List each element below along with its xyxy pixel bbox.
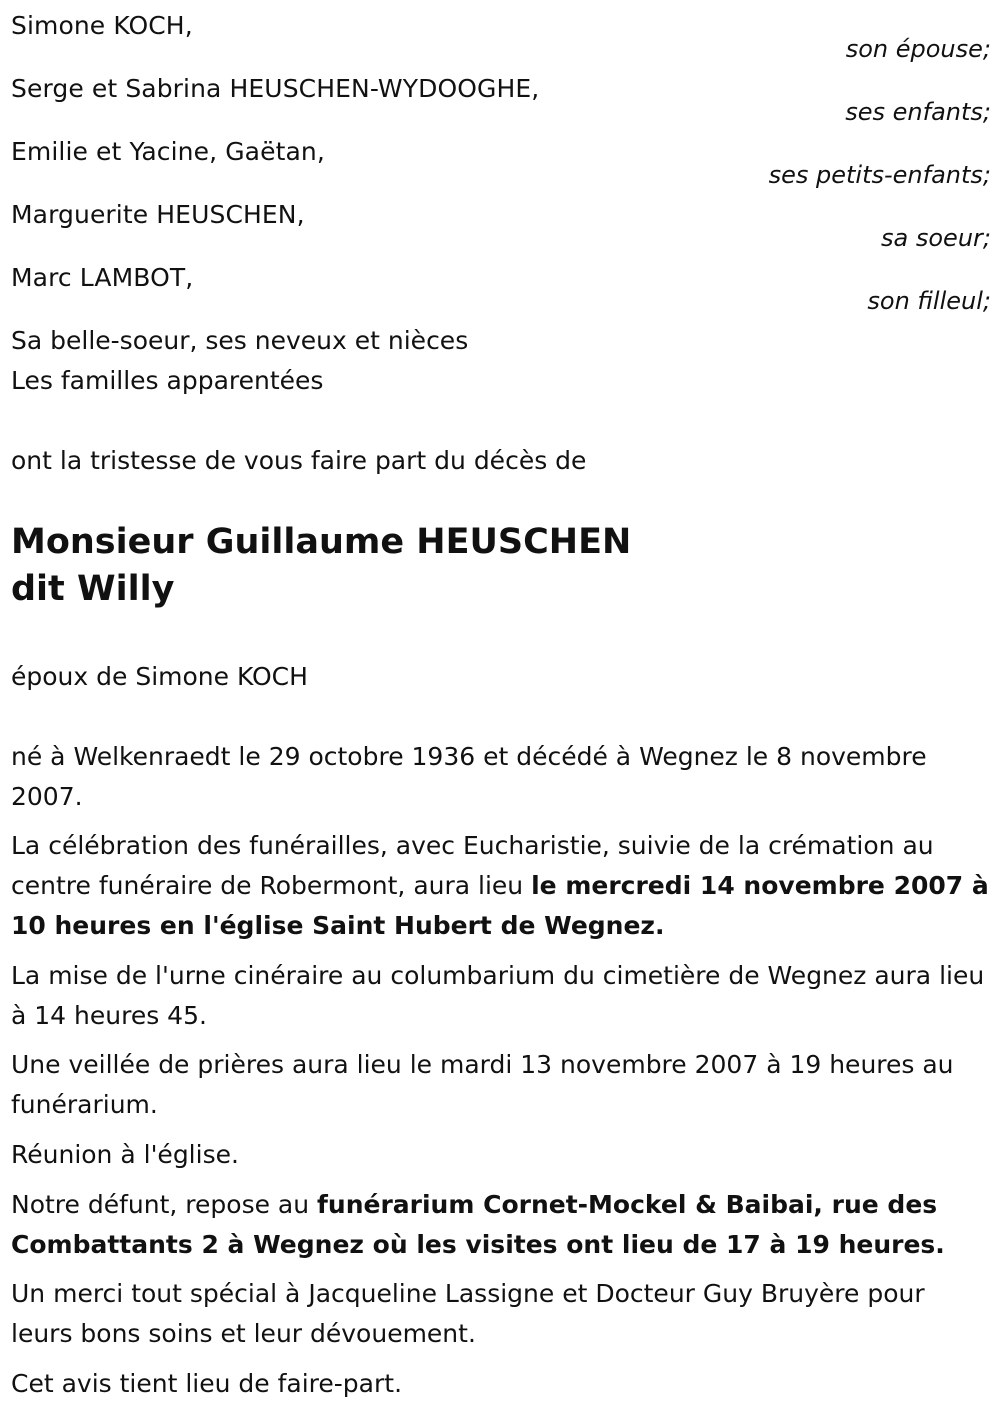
announcement-text: ont la tristesse de vous faire part du décès de bbox=[11, 446, 587, 475]
family-entry-sister bbox=[0, 197, 1000, 260]
related-families-line: Les familles apparentées bbox=[11, 366, 324, 395]
thanks-paragraph: Un merci tout spécial à Jacqueline Lassigne et Docteur Guy Bruyère pour leurs bons soins et leur dévouement. bbox=[11, 1279, 925, 1348]
birth-death-paragraph: né à Welkenraedt le 29 octobre 1936 et décédé à Wegnez le 8 novembre 2007. bbox=[11, 742, 927, 811]
family-entry-children bbox=[0, 71, 1000, 134]
rest-paragraph bbox=[11, 1185, 991, 1265]
meeting-paragraph: Réunion à l'église. bbox=[11, 1140, 239, 1169]
spouse-line: époux de Simone KOCH bbox=[11, 662, 308, 691]
ceremony-paragraph bbox=[11, 826, 991, 946]
family-member-relation: sa soeur; bbox=[881, 224, 991, 252]
family-member-relation: son filleul; bbox=[867, 287, 991, 315]
deceased-name bbox=[11, 519, 631, 613]
family-member-relation: son épouse; bbox=[845, 35, 991, 63]
family-member-name: Serge et Sabrina HEUSCHEN-WYDOOGHE, bbox=[11, 74, 540, 103]
family-member-name: Marc LAMBOT, bbox=[11, 263, 194, 292]
vigil-paragraph: Une veillée de prières aura lieu le mardi 13 novembre 2007 à 19 heures au funérarium. bbox=[11, 1050, 954, 1119]
family-entry-spouse bbox=[0, 8, 1000, 71]
family-member-name: Emilie et Yacine, Gaëtan, bbox=[11, 137, 325, 166]
family-list bbox=[0, 8, 1000, 323]
family-member-relation: ses petits-enfants; bbox=[768, 161, 991, 189]
family-member-relation: ses enfants; bbox=[845, 98, 991, 126]
closing-line: Cet avis tient lieu de faire-part. bbox=[11, 1369, 403, 1398]
family-entry-grandchildren bbox=[0, 134, 1000, 197]
family-member-name: Marguerite HEUSCHEN, bbox=[11, 200, 305, 229]
urn-paragraph: La mise de l'urne cinéraire au columbarium du cimetière de Wegnez aura lieu à 14 heures 45. bbox=[11, 961, 985, 1030]
ceremony-intro: La célébration des funérailles, avec Eucharistie, suivie de la crémation au centre funéraire de Robermont, aura lieu bbox=[11, 831, 934, 900]
family-member-name: Simone KOCH, bbox=[11, 11, 193, 40]
deceased-full-name: Monsieur Guillaume HEUSCHEN bbox=[11, 522, 632, 562]
family-entry-godson bbox=[0, 260, 1000, 323]
ceremony-details: le mercredi 14 novembre 2007 à 10 heures en l'église Saint Hubert de Wegnez. bbox=[11, 871, 989, 940]
other-relatives-line: Sa belle-soeur, ses neveux et nièces bbox=[11, 326, 469, 355]
funeral-home-details: funérarium Cornet-Mockel & Baibai, rue des Combattants 2 à Wegnez où les visites ont lieu de 17 à 19 heures. bbox=[11, 1190, 945, 1259]
rest-intro: Notre défunt, repose au bbox=[11, 1190, 318, 1219]
deceased-nickname: dit Willy bbox=[11, 569, 175, 609]
